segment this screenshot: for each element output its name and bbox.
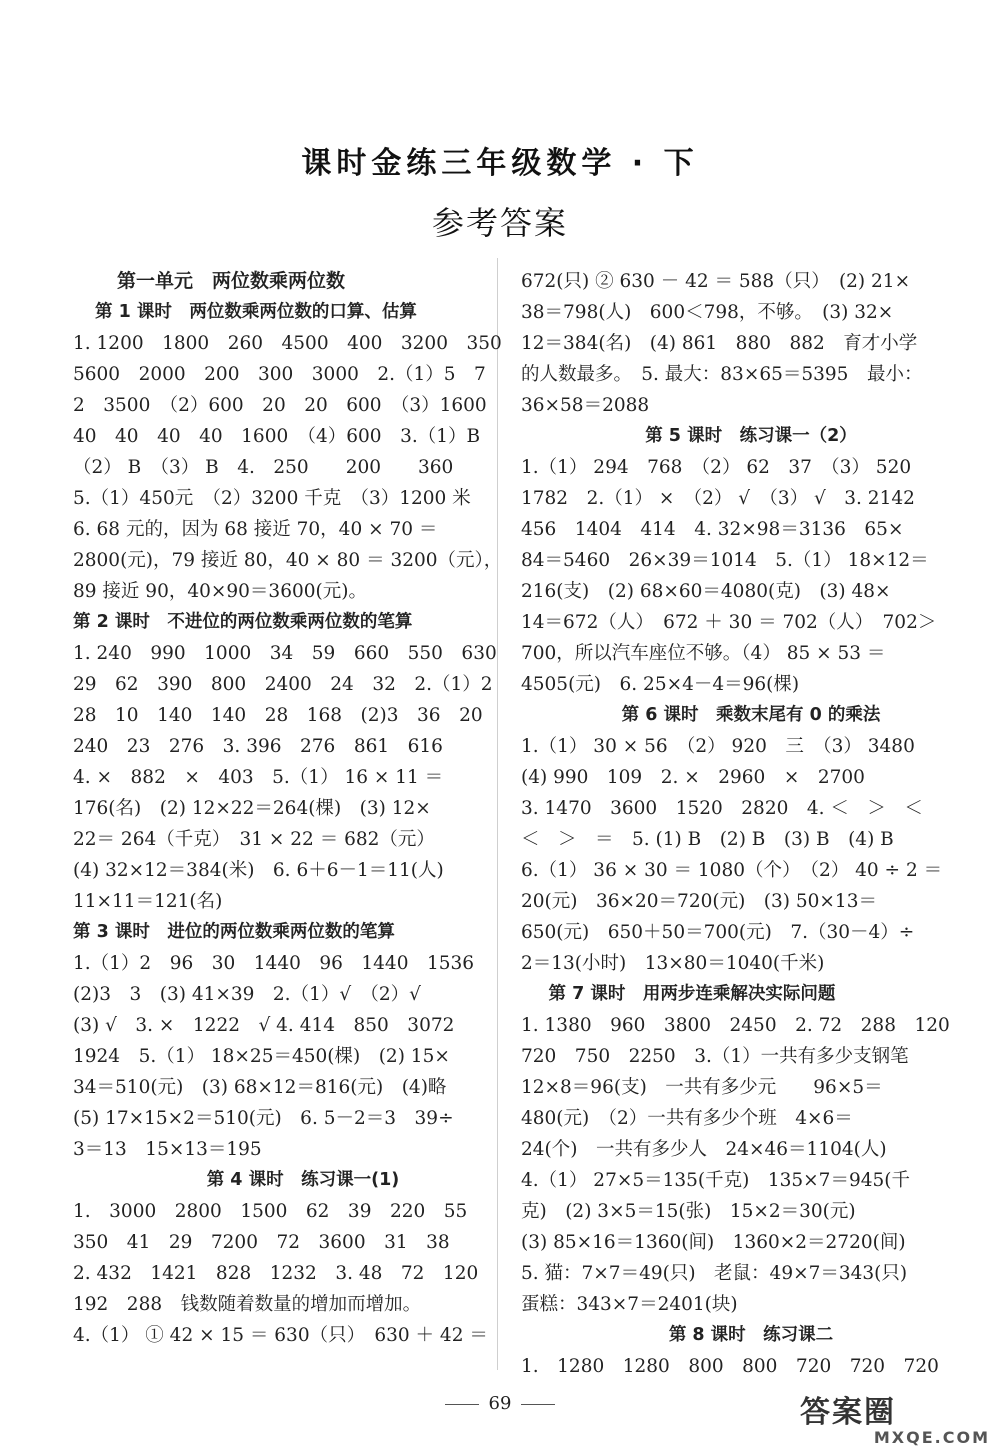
answer-line: 24(个) 一共有多少人 24×46＝1104(人) <box>521 1139 887 1160</box>
answer-line: 1.（1）2 96 30 1440 96 1440 1536 <box>73 953 475 974</box>
page-number: 69 <box>488 1393 512 1414</box>
answer-line: 40 40 40 40 1600 （4）600 3.（1）B <box>73 426 481 447</box>
answer-line: 36×58＝2088 <box>521 395 650 416</box>
answer-line: 38＝798(人) 600＜798，不够。 (3) 32× <box>521 302 894 323</box>
section-heading: 第 3 课时 进位的两位数乘两位数的笔算 <box>73 922 395 942</box>
answer-line: 700，所以汽车座位不够。（4） 85 × 53 ＝ <box>521 643 886 664</box>
answer-line: ＜ ＞ ＝ 5. (1) B (2) B (3) B (4) B <box>521 829 894 850</box>
watermark-logo <box>800 1395 990 1447</box>
answer-line: (3) √ 3. × 1222 √ 4. 414 850 3072 <box>73 1015 455 1036</box>
answer-line: 2＝13(小时) 13×80＝1040(千米) <box>521 953 825 974</box>
left-column <box>73 266 533 1351</box>
answer-line: 240 23 276 3. 396 276 861 616 <box>73 736 443 757</box>
answer-line: 1. 1380 960 3800 2450 2. 72 288 120 <box>521 1015 950 1036</box>
answer-line: 1782 2.（1） × （2） √ （3） √ 3. 2142 <box>521 488 915 509</box>
page-subtitle: 参考答案 <box>431 204 568 242</box>
answer-line: 84＝5460 26×39＝1014 5.（1） 18×12＝ <box>521 550 929 571</box>
answer-line: 3＝13 15×13＝195 <box>73 1139 262 1160</box>
answer-line: 4.（1） ① 42 × 15 ＝ 630（只） 630 ＋ 42 ＝ <box>73 1325 488 1346</box>
answer-line: 5.（1）450元 （2）3200 千克 （3）1200 米 <box>73 488 471 509</box>
answer-line: 6.（1） 36 × 30 ＝ 1080（个） （2） 40 ÷ 2 ＝ <box>521 860 943 881</box>
answer-line: 蛋糕：343×7＝2401(块) <box>521 1294 738 1315</box>
answer-line: 4.（1） 27×5＝135(千克) 135×7＝945(千 <box>521 1170 910 1191</box>
answer-line: 89 接近 90，40×90＝3600(元)。 <box>73 581 367 602</box>
answer-line: 2. 432 1421 828 1232 3. 48 72 120 <box>73 1263 479 1284</box>
watermark-url: MXQE.COM <box>873 1428 990 1447</box>
section-heading: 第 6 课时 乘数末尾有 0 的乘法 <box>621 705 881 725</box>
answer-line: (4) 32×12＝384(米) 6. 6＋6－1＝11(人) <box>73 860 444 881</box>
answer-line: 4. × 882 × 403 5.（1） 16 × 11 ＝ <box>73 767 444 788</box>
section-heading: 第 8 课时 练习课二 <box>668 1325 834 1345</box>
answer-line: 1924 5.（1） 18×25＝450(棵) (2) 15× <box>73 1046 450 1067</box>
answer-line: 28 10 140 140 28 168 (2)3 36 20 <box>73 705 483 726</box>
section-heading: 第 4 课时 练习课一(1) <box>206 1170 400 1190</box>
answer-line: 1. 240 990 1000 34 59 660 550 630 <box>73 643 497 664</box>
answer-line: 2 3500 （2）600 20 20 600 （3）1600 <box>73 395 487 416</box>
answer-line: 12＝384(名) (4) 861 880 882 育才小学 <box>521 333 918 354</box>
answer-line: 34＝510(元) (3) 68×12＝816(元) (4)略 <box>73 1077 447 1098</box>
answer-line: 3. 1470 3600 1520 2820 4. ＜ ＞ ＜ <box>521 798 923 819</box>
answer-line: 350 41 29 7200 72 3600 31 38 <box>73 1232 450 1253</box>
answer-line: 20(元) 36×20＝720(元) (3) 50×13＝ <box>521 891 877 912</box>
answer-line: 4505(元) 6. 25×4－4＝96(棵) <box>521 674 800 695</box>
answer-line: 1. 1200 1800 260 4500 400 3200 350 <box>73 333 502 354</box>
answer-line: (5) 17×15×2＝510(元) 6. 5－2＝3 39÷ <box>73 1108 454 1129</box>
answer-line: 650(元) 650＋50＝700(元) 7.（30－4）÷ <box>521 922 915 943</box>
section-heading: 第 5 课时 练习课一（2） <box>645 426 857 446</box>
answer-line: 1. 1280 1280 800 800 720 720 720 <box>521 1356 939 1377</box>
answer-line: 2800(元)，79 接近 80，40 × 80 ＝ 3200（元）， <box>73 550 503 571</box>
right-column <box>521 266 981 1382</box>
answer-line: 1. 3000 2800 1500 62 39 220 55 <box>73 1201 468 1222</box>
page-title: 课时金练三年级数学 · 下 <box>301 146 699 181</box>
answer-line: 456 1404 414 4. 32×98＝3136 65× <box>521 519 904 540</box>
answer-line: (4) 990 109 2. × 2960 × 2700 <box>521 767 865 788</box>
footer-dash-left <box>445 1404 479 1405</box>
answer-line: 6. 68 元的，因为 68 接近 70，40 × 70 ＝ <box>73 519 438 540</box>
section-heading: 第 7 课时 用两步连乘解决实际问题 <box>531 984 836 1004</box>
answer-line: 176(名) (2) 12×22＝264(棵) (3) 12× <box>73 798 431 819</box>
answer-line: 5600 2000 200 300 3000 2.（1）5 7 <box>73 364 486 385</box>
answer-line: 216(支) (2) 68×60＝4080(克) (3) 48× <box>521 581 891 602</box>
answer-line: 5. 猫：7×7＝49(只) 老鼠：49×7＝343(只) <box>521 1263 908 1284</box>
section-heading: 第 1 课时 两位数乘两位数的口算、估算 <box>95 302 417 322</box>
answer-line: 1.（1） 294 768 （2） 62 37 （3） 520 <box>521 457 912 478</box>
answer-line: 720 750 2250 3.（1）一共有多少支钢笔 <box>521 1046 909 1067</box>
footer-dash-right <box>521 1404 555 1405</box>
watermark-text: 答案圈 <box>800 1395 896 1430</box>
section-heading: 第 2 课时 不进位的两位数乘两位数的笔算 <box>73 612 413 632</box>
answer-line: 克) (2) 3×5＝15(张) 15×2＝30(元) <box>521 1201 856 1222</box>
answer-line: (2)3 3 (3) 41×39 2.（1）√ （2）√ <box>73 984 421 1005</box>
answer-line: 12×8＝96(支) 一共有多少元 96×5＝ <box>521 1077 883 1098</box>
answer-line: (3) 85×16＝1360(间) 1360×2＝2720(间) <box>521 1232 906 1253</box>
answer-line: 14＝672（人） 672 ＋ 30 ＝ 702（人） 702＞ <box>521 612 937 633</box>
answer-line: 11×11＝121(名) <box>73 891 223 912</box>
answer-line: 1.（1） 30 × 56 （2） 920 三 （3） 3480 <box>521 736 915 757</box>
answer-line: 29 62 390 800 2400 24 32 2.（1）2 <box>73 674 493 695</box>
section-heading: 第一单元 两位数乘两位数 <box>117 270 346 292</box>
answer-line: 的人数最多。 5. 最大：83×65＝5395 最小： <box>521 364 923 385</box>
answer-line: 22＝ 264（千克） 31 × 22 ＝ 682（元） <box>73 829 435 850</box>
answer-line: 480(元) （2）一共有多少个班 4×6＝ <box>521 1108 853 1129</box>
answer-line: （2） B （3） B 4. 250 200 360 <box>73 457 454 478</box>
answer-line: 672(只) ② 630 － 42 ＝ 588（只） (2) 21× <box>521 271 911 292</box>
answer-line: 192 288 钱数随着数量的增加而增加。 <box>73 1294 422 1315</box>
